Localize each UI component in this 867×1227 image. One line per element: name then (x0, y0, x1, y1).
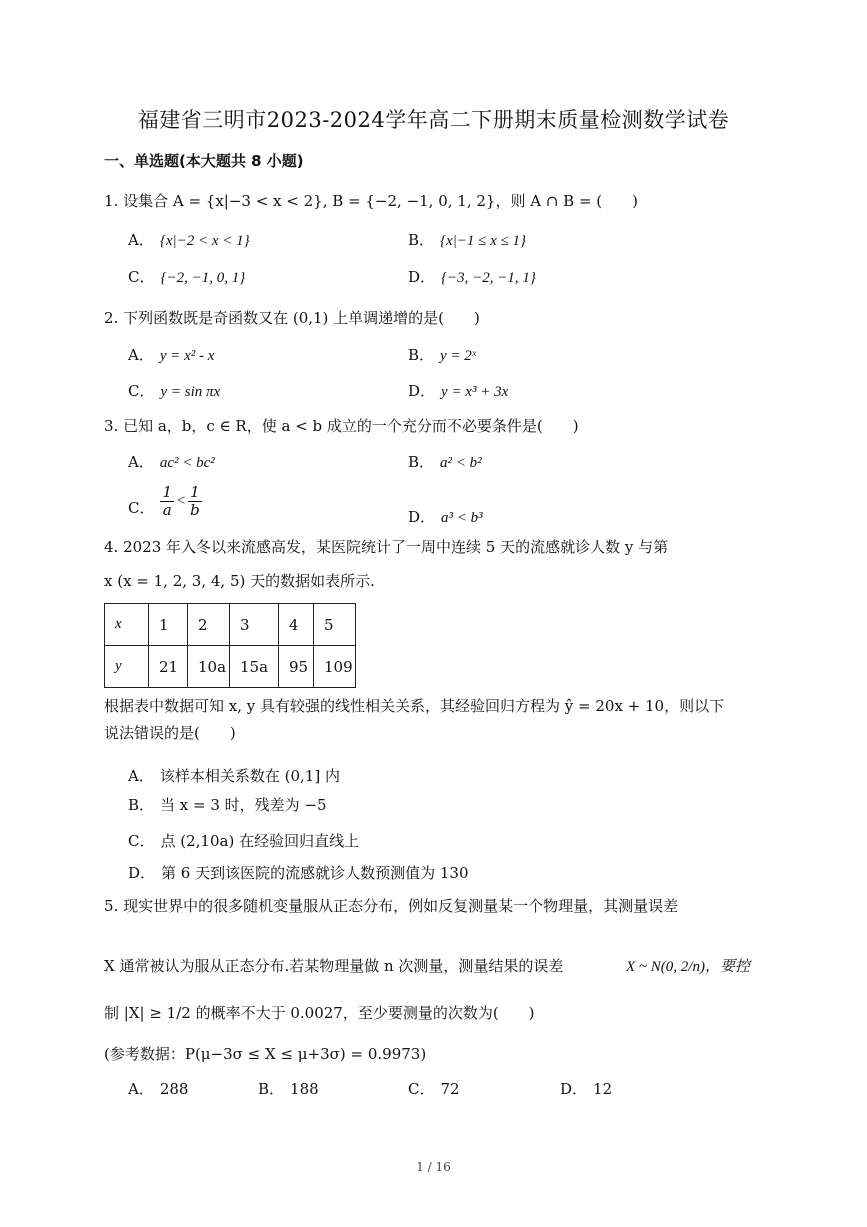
question-2-stem: 2. 下列函数既是奇函数又在 (0,1) 上单调递增的是( ) (104, 309, 480, 327)
option-label: B． (408, 346, 435, 364)
less-than-sign: < (176, 493, 187, 509)
option-text: y = x³ + 3x (441, 384, 509, 400)
question-5-stem-line-1: 5. 现实世界中的很多随机变量服从正态分布，例如反复测量某一个物理量，其测量误差 (104, 897, 679, 915)
question-3-option-c (128, 484, 202, 518)
question-4-after-line-1: 根据表中数据可知 x, y 具有较强的线性相关关系，其经验回归方程为 ŷ = 20x + 10，则以下 (104, 697, 725, 715)
option-label: D． (560, 1080, 588, 1098)
question-5-stem-line-2: X 通常被认为服从正态分布.若某物理量做 n 次测量，测量结果的误差 (104, 957, 564, 975)
question-4-after-line-2: 说法错误的是( ) (104, 724, 236, 742)
option-text: {x|−1 ≤ x ≤ 1} (440, 233, 527, 249)
table-cell: 21 (149, 646, 188, 688)
option-label: D． (408, 508, 436, 526)
question-5-stem-line-4: 制 |X| ≥ 1/2 的概率不大于 0.0027，至少要测量的次数为( ) (104, 1004, 535, 1022)
question-3-stem: 3. 已知 a，b，c ∈ R，使 a < b 成立的一个充分而不必要条件是( ) (104, 417, 579, 435)
option-label: D． (128, 864, 156, 882)
table-cell: 95 (279, 646, 314, 688)
option-label: A． (128, 767, 154, 785)
fraction-1-over-b (188, 484, 202, 518)
option-text: ac² < bc² (159, 455, 215, 471)
question-3-option-d (408, 506, 483, 527)
section-heading: 一、单选题(本大题共 8 小题) (104, 152, 304, 170)
table-row-y (105, 646, 356, 688)
fraction-numerator: 1 (190, 483, 200, 501)
option-text: 12 (593, 1080, 613, 1098)
option-text: 第 6 天到该医院的流感就诊人数预测值为 130 (161, 864, 469, 882)
question-2-option-d (408, 380, 508, 401)
option-label: A． (128, 346, 154, 364)
option-label: D． (408, 382, 436, 400)
page-title: 福建省三明市2023-2024学年高二下册期末质量检测数学试卷 (137, 108, 730, 132)
question-3-option-b (408, 451, 482, 472)
table-cell: 5 (314, 604, 356, 646)
question-2-option-c (128, 380, 220, 401)
question-1-option-a (128, 229, 250, 250)
option-text: {−3, −2, −1, 1} (441, 270, 536, 286)
fraction-numerator: 1 (162, 483, 173, 501)
question-5-option-b (258, 1078, 319, 1099)
table-cell: 10a (188, 646, 230, 688)
fraction-denominator: a (162, 500, 172, 519)
question-4-option-b (128, 794, 327, 815)
option-text: 72 (440, 1080, 460, 1098)
table-row-x (105, 604, 356, 646)
table-cell: 2 (188, 604, 230, 646)
option-label: B． (408, 453, 435, 471)
page-indicator: 1 / 16 (416, 1160, 451, 1174)
table-cell: x (105, 604, 149, 646)
table-cell: 15a (230, 646, 279, 688)
fraction-1-over-a (160, 484, 174, 518)
option-text: 点 (2,10a) 在经验回归直线上 (160, 832, 360, 850)
option-text: 当 x = 3 时，残差为 −5 (160, 796, 327, 814)
option-text: 188 (290, 1080, 319, 1098)
data-table (104, 603, 356, 688)
fraction-denominator: b (190, 500, 200, 519)
question-1-stem: 1. 设集合 A = {x|−3 < x < 2}, B = {−2, −1, 0, 1, 2}，则 A ∩ B = ( ) (104, 192, 638, 210)
option-text: a² < b² (440, 455, 482, 471)
option-text: {x|−2 < x < 1} (159, 233, 250, 249)
question-3-option-a (128, 451, 215, 472)
question-5-option-c (408, 1078, 460, 1099)
question-4-stem-line-2: x (x = 1, 2, 3, 4, 5) 天的数据如表所示. (104, 572, 375, 590)
option-label: A． (128, 1080, 154, 1098)
question-5-option-a (128, 1078, 188, 1099)
question-1-option-c (128, 266, 245, 287)
question-1-option-b (408, 229, 526, 250)
question-4-option-c (128, 830, 359, 851)
table-cell: 4 (279, 604, 314, 646)
question-5-option-d (560, 1078, 612, 1099)
question-5-stem-line-3: X ~ N(0, 2/n)，要控 (626, 959, 750, 975)
option-text: 该样本相关系数在 (0,1] 内 (159, 767, 340, 785)
question-4-option-a (128, 765, 340, 786)
option-text: a³ < b³ (441, 510, 483, 526)
table-cell: y (105, 646, 149, 688)
option-label: C． (128, 832, 155, 850)
question-2-option-a (128, 344, 214, 365)
question-2-option-b (408, 344, 476, 365)
option-label: C． (128, 268, 155, 286)
option-label: A． (128, 231, 154, 249)
question-4-option-d (128, 862, 469, 883)
option-text: 288 (159, 1080, 189, 1098)
option-label: C． (408, 1080, 435, 1098)
option-label: C． (128, 499, 155, 517)
question-1-option-d (408, 266, 536, 287)
option-label: B． (408, 231, 435, 249)
table-cell: 109 (314, 646, 356, 688)
option-text: y = x² - x (159, 348, 215, 364)
option-text: y = sin πx (160, 384, 221, 400)
table-cell: 3 (230, 604, 279, 646)
table-cell: 1 (149, 604, 188, 646)
question-4-stem-line-1: 4. 2023 年入冬以来流感高发，某医院统计了一周中连续 5 天的流感就诊人数 y 与第 (104, 538, 669, 556)
question-5-stem-line-5: (参考数据：P(μ−3σ ≤ X ≤ μ+3σ) = 0.9973) (104, 1045, 427, 1063)
option-label: A． (128, 453, 154, 471)
option-text: y = 2ˣ (440, 348, 477, 364)
option-label: C． (128, 382, 155, 400)
option-text: {−2, −1, 0, 1} (160, 270, 246, 286)
option-label: B． (128, 796, 155, 814)
option-label: D． (408, 268, 436, 286)
option-label: B． (258, 1080, 285, 1098)
